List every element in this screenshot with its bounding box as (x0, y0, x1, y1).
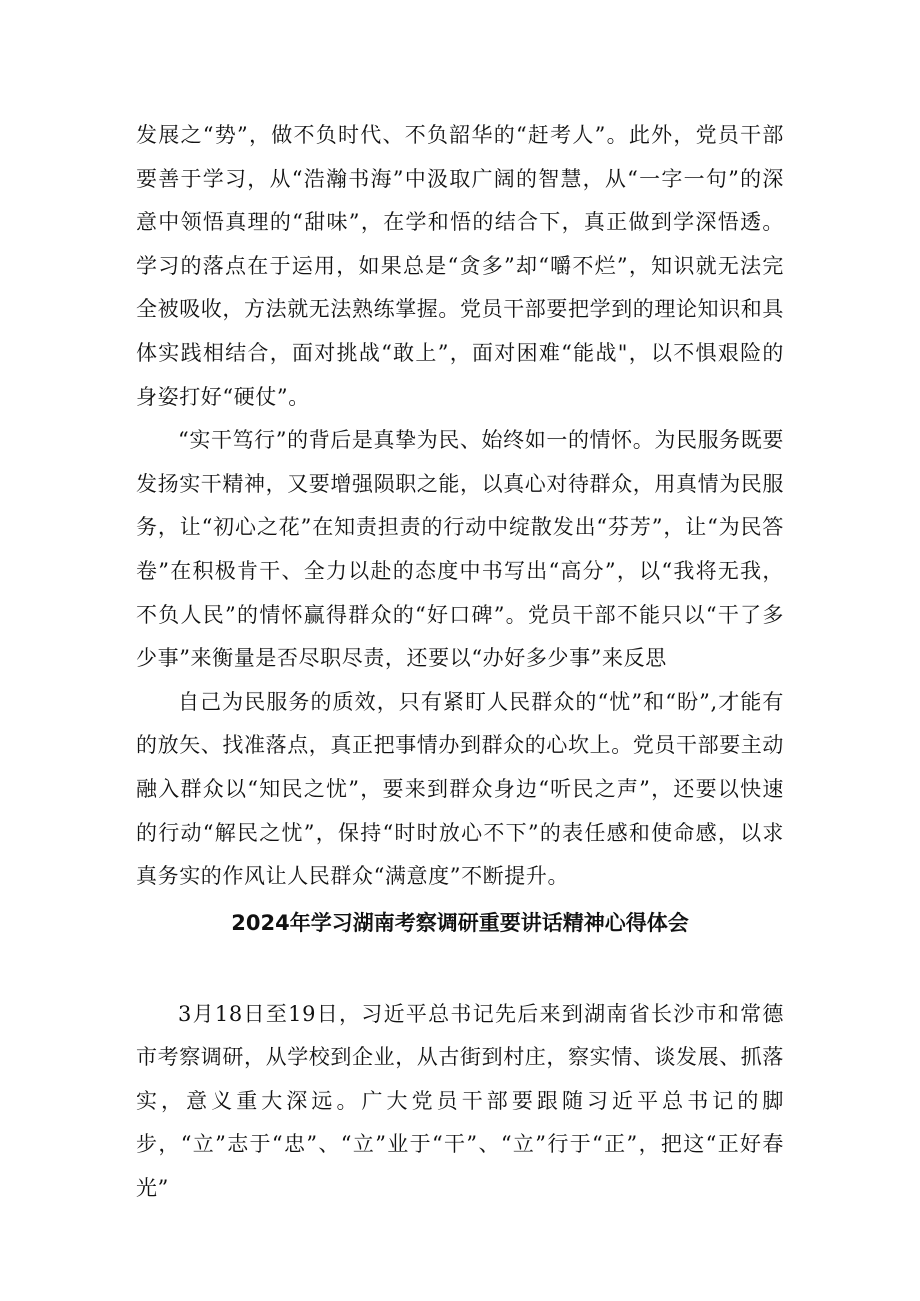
paragraph-practical-work: “实干笃行”的背后是真挚为民、始终如一的情怀。为民服务既要发扬实干精神，又要增强陨职之能，以真心对待群众，用真情为民服务，让“初心之花”在知责担责的行动中绽散发出“芬芳”，让“为民答卷”在积极肯干、全力以赴的态度中书写出“高分”，以“我将无我，不负人民”的情怀赢得群众的“好口碑”。党员干部不能只以“干了多少事”来衡量是否尽职尽责，还要以“办好多少事”来反思 (136, 428, 784, 671)
paragraph-continuation: 发展之“势”，做不负时代、不负韶华的“赶考人”。此外，党员干部要善于学习，从“浩瀚书海”中汲取广阔的智慧，从“一字一句”的深意中领悟真理的“甜味”，在学和悟的结合下，真正做到学深悟透。学习的落点在于运用，如果总是“贪多”却“嚼不烂”，知识就无法完全被吸收，方法就无法熟练掌握。党员干部要把学到的理论知识和具体实践相结合，面对挑战“敢上”，面对困难“能战"，以不惧艰险的身姿打好“硬仗”。 (136, 123, 784, 409)
document-body (136, 114, 784, 1211)
paragraph-inspection-intro: 3月18日至19日，习近平总书记先后来到湖南省长沙市和常德市考察调研，从学校到企业，从古街到村庄，察实情、谈发展、抓落实，意义重大深远。广大党员干部要跟随习近平总书记的脚步，“立”志于“忠”、“立”业于“干”、“立”行于“正”，把这“正好春光” (136, 1001, 784, 1201)
section-title: 2024年学习湖南考察调研重要讲话精神心得体会 (231, 910, 689, 935)
paragraph-service-quality: 自己为民服务的质效，只有紧盯人民群众的“忧”和“盼”,才能有的放矢、找准落点，真正把事情办到群众的心坎上。党员干部要主动融入群众以“知民之忧”，要来到群众身边“听民之声”，还要以快速的行动“解民之忧”，保持“时时放心不下”的表任感和使命感，以求真务实的作风让人民群众“满意度”不断提升。 (136, 689, 784, 889)
